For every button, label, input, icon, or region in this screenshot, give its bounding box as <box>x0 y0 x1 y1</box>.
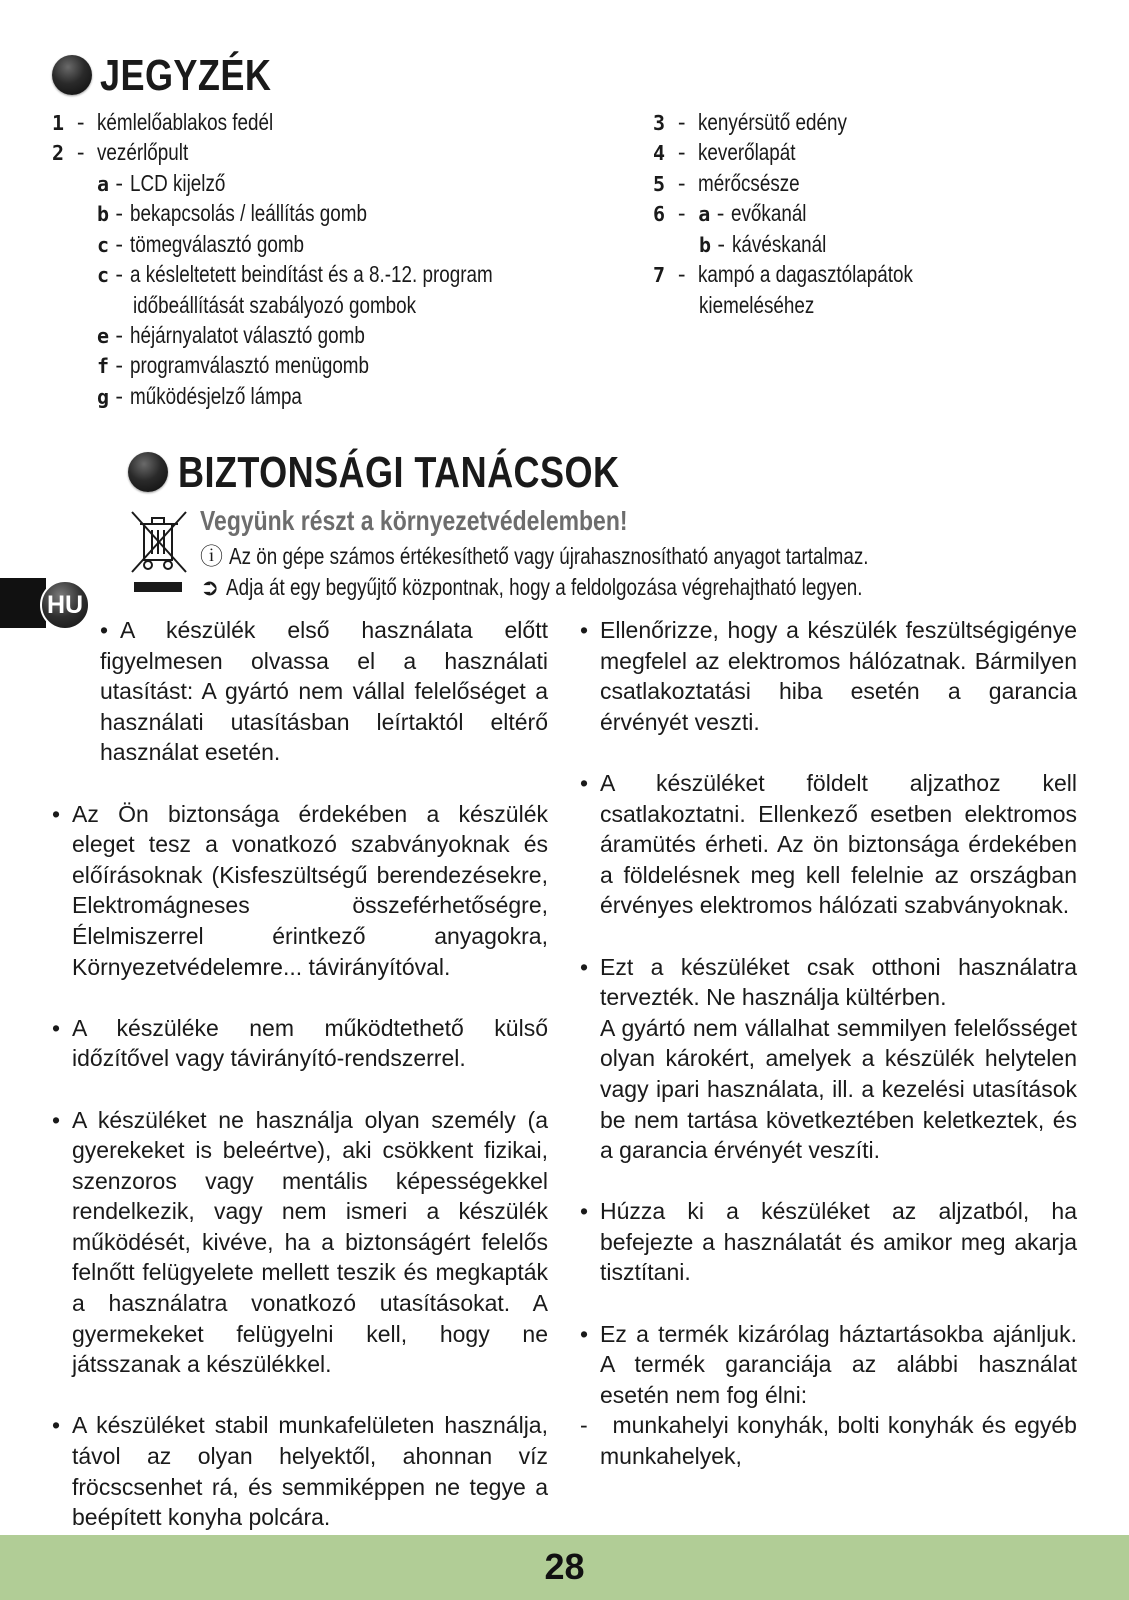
safety-paragraph: • A készüléket földelt aljzathoz kell csatlakoztatni. Ellenkező esetben elektromos áramütés érheti. Az ön biztonsága érdekében a földelésnek meg kell felelnie az országban érvényes elektromos hálózati szabványoknak. <box>580 769 1077 919</box>
safety-paragraph: • Az Ön biztonsága érdekében a készülék eleget tesz a vonatkozó szabványoknak és előírásoknak (Kisfeszültségű berendezésekre, Elektromágneses összeférhetőségre, Élelmiszerrel érintkező anyagokra, Környezetvédelemre... távirányítóval. <box>52 800 548 980</box>
language-badge: HU <box>40 580 90 630</box>
section-bullet-icon <box>128 452 168 492</box>
section-bullet-icon <box>52 55 92 95</box>
safety-paragraph: • Húzza ki a készüléket az aljzatból, ha befejezte a használatát és amikor meg akarja tisztítani. <box>580 1198 1077 1286</box>
safety-left-column <box>52 615 548 1563</box>
legend-subitem: c - tömegválasztó gomb <box>97 231 304 257</box>
legend-item: 1 - kémlelőablakos fedél <box>52 109 274 135</box>
legend-item-cont: kiemeléséhez <box>699 292 815 318</box>
legend-item: 2 - vezérlőpult <box>52 139 189 165</box>
safety-paragraph: • A készüléke nem működtethető külső időzítővel vagy távirányító-rendszerrel. <box>52 1014 548 1072</box>
legend-item: 5 - mérőcsésze <box>653 170 800 196</box>
environment-line-1: ⓘ Az ön gépe számos értékesíthető vagy újrahasznosítható anyagot tartalmaz. <box>200 543 869 569</box>
safety-paragraph: • Ez a termék kizárólag háztartásokba ajánljuk. A termék garanciája az alábbi használat esetén nem fog élni: <box>580 1320 1077 1408</box>
safety-paragraph: • A készüléket ne használja olyan személy (a gyerekeket is beleértve), aki csökkent fizikai, szenzoros vagy mentális képességekkel rendelkezik, vagy nem ismeri a készülék működését, kivéve, ha a biztonságért felelős felnőtt felügyelete mellett teszik és megkapták a használatra vonatkozó utasításokat. A gyermekeket felügyelni kell, hogy ne játsszanak a készülékkel. <box>52 1106 548 1378</box>
legend-subitem: e - héjárnyalatot választó gomb <box>97 322 365 348</box>
safety-paragraph: • Ellenőrizze, hogy a készülék feszültségigénye megfelel az elektromos hálózatnak. Bármilyen csatlakoztatási hiba esetén a garancia érvényét veszti. <box>580 617 1077 735</box>
jegyzek-title: JEGYZÉK <box>100 51 272 100</box>
safety-paragraph: • Ezt a készüléket csak otthoni használatra tervezték. Ne használja kültérben. <box>580 953 1077 1011</box>
environment-line-2: ➲ Adja át egy begyűjtő központnak, hogy a feldolgozása végrehajtható legyen. <box>200 574 863 600</box>
crossed-bin-icon <box>128 508 190 596</box>
legend-subitem: b - bekapcsolás / leállítás gomb <box>97 200 367 226</box>
legend-item: 4 - keverőlapát <box>653 139 796 165</box>
arrow-right-icon: ➲ <box>200 574 220 600</box>
legend-subitem: c - a késleltetett beindítást és a 8.-12. program <box>97 261 493 287</box>
environment-title: Vegyünk részt a környezetvédelemben! <box>200 505 628 536</box>
safety-right-column <box>580 615 1077 1502</box>
legend-subitem: a - LCD kijelző <box>97 170 225 196</box>
legend-subitem: b - kávéskanál <box>699 231 826 257</box>
safety-paragraph: • A készülék első használata előtt figyelmesen olvassa el a használati utasítást: A gyártó nem vállal felelőséget a használati utasításban leírtaktól eltérő használat esetén. <box>100 617 548 766</box>
safety-paragraph: A gyártó nem vállalhat semmilyen felelősséget olyan károkért, amelyek a készülék helytelen vagy ipari használata, ill. a kezelési utasítások be nem tartása következtében keletkeztek, és a garancia érvényét veszíti. <box>600 1014 1077 1164</box>
safety-paragraph: • A készüléket stabil munkafelületen használja, távol az olyan helyektől, ahonnan víz fröcscsenhet rá, és semmiképpen ne tegye a beépített konyha polcára. <box>52 1412 548 1531</box>
safety-title: BIZTONSÁGI TANÁCSOK <box>178 448 620 497</box>
page-number: 28 <box>544 1546 585 1587</box>
legend-item: 3 - kenyérsütő edény <box>653 109 848 135</box>
legend-subitem: f - programválasztó menügomb <box>97 352 369 378</box>
safety-subitem: - munkahelyi konyhák, bolti konyhák és egyéb munkahelyek, <box>580 1412 1077 1470</box>
info-icon: ⓘ <box>200 543 223 569</box>
legend-item: 6 - a - evőkanál <box>653 200 807 226</box>
legend-item: 7 - kampó a dagasztólapátok <box>653 261 914 287</box>
legend-subitem: g - működésjelző lámpa <box>97 383 302 409</box>
legend-subitem-cont: időbeállítását szabályozó gombok <box>133 292 417 318</box>
